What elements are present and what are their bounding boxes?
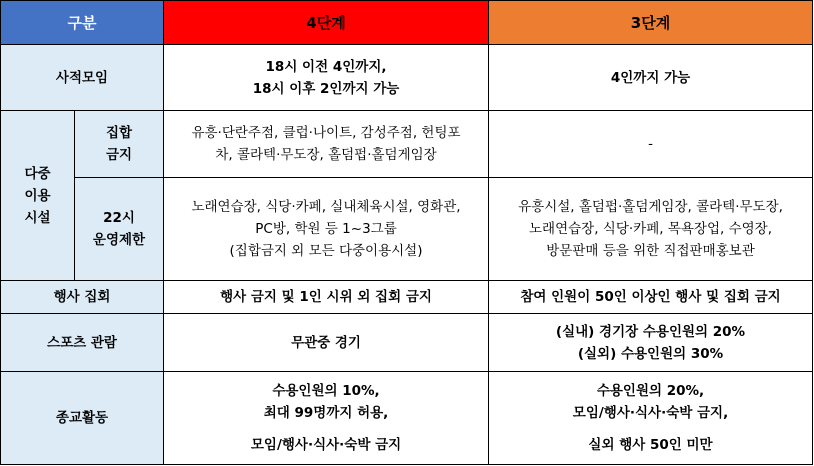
events-level4: 행사 금지 및 1인 시위 외 집회 금지 — [164, 281, 489, 314]
header-category: 구분 — [1, 1, 164, 45]
religion-level4 — [164, 372, 489, 465]
label-private-gathering: 사적모임 — [1, 45, 164, 111]
row-facility-curfew — [1, 178, 813, 281]
header-level3: 3단계 — [489, 1, 813, 45]
header-level4: 4단계 — [164, 1, 489, 45]
spacer — [168, 424, 484, 434]
text-line: 유흥시설, 홀덤펍·홀덤게임장, 콜라텍·무도장, — [518, 199, 783, 215]
text-line: (실외) 수용인원의 30% — [577, 345, 724, 362]
text-line: 금지 — [105, 147, 133, 163]
text-line: 노래연습장, 식당·카페, 목욕장업, 수영장, — [529, 221, 773, 237]
text-line: 18시 이전 4인까지, — [265, 58, 387, 75]
text-line: PC방, 학원 등 1~3그룹 — [255, 221, 397, 237]
row-private-gathering — [1, 45, 813, 111]
text-line: 수용인원의 20%, — [596, 383, 705, 399]
row-religion — [1, 372, 813, 465]
text-line: 집합 — [105, 125, 133, 141]
text-line: 다중 — [24, 165, 51, 182]
sports-level3 — [489, 314, 813, 372]
facility-ban-level3: - — [489, 111, 813, 178]
text-line: 운영제한 — [92, 232, 146, 248]
text-line: 차, 콜라텍·무도장, 홀덤펍·홀덤게임장 — [215, 147, 437, 163]
sports-level4: 무관중 경기 — [164, 314, 489, 372]
text-line: 이용 — [24, 187, 51, 204]
text-line: 수용인원의 10%, — [272, 383, 380, 399]
label-facility-curfew — [75, 178, 164, 281]
row-events — [1, 281, 813, 314]
label-sports: 스포츠 관람 — [1, 314, 164, 372]
text-line: 18시 이후 2인까지 가능 — [252, 80, 400, 97]
text-line: 실외 행사 50인 미만 — [588, 437, 713, 453]
row-sports — [1, 314, 813, 372]
spacer — [493, 424, 808, 434]
text-line: (실내) 경기장 수용인원의 20% — [555, 323, 746, 340]
header-row — [1, 1, 813, 45]
events-level3: 참여 인원이 50인 이상인 행사 및 집회 금지 — [489, 281, 813, 314]
text-line: 모임/행사·식사·숙박 금지 — [250, 437, 402, 453]
label-religion: 종교활동 — [1, 372, 164, 465]
text-line: 노래연습장, 식당·카페, 실내체육시설, 영화관, — [191, 199, 461, 215]
facility-ban-level4 — [164, 111, 489, 178]
facility-curfew-level3 — [489, 178, 813, 281]
text-line: 시설 — [24, 209, 51, 226]
text-line: 방문판매 등을 위한 직접판매홍보관 — [546, 243, 755, 259]
private-gathering-level4 — [164, 45, 489, 111]
text-line: 최대 99명까지 허용, — [263, 405, 389, 421]
label-facility-ban — [75, 111, 164, 178]
private-gathering-level3: 4인까지 가능 — [489, 45, 813, 111]
row-facility-ban — [1, 111, 813, 178]
label-facilities — [1, 111, 75, 281]
text-line: 모임/행사·식사·숙박 금지, — [572, 405, 729, 421]
text-line: 유흥·단란주점, 클럽·나이트, 감성주점, 헌팅포 — [191, 125, 461, 141]
label-events: 행사 집회 — [1, 281, 164, 314]
text-line: (집합금지 외 모든 다중이용시설) — [229, 243, 423, 259]
text-line: 22시 — [103, 210, 135, 226]
facility-curfew-level4 — [164, 178, 489, 281]
religion-level3 — [489, 372, 813, 465]
